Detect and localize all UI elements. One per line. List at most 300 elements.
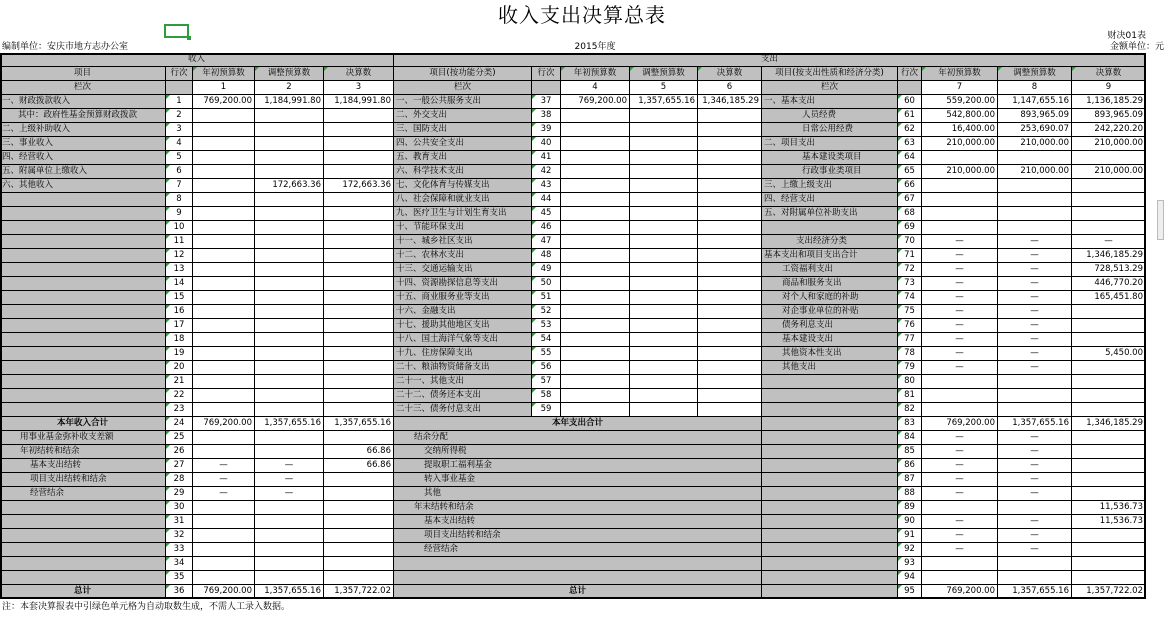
income-initial-cell[interactable] [193, 207, 255, 221]
func-initial-cell[interactable] [561, 319, 630, 333]
econ-rowno-cell[interactable]: 66 [898, 179, 922, 193]
func-item-cell[interactable]: 十八、国土海洋气象等支出 [394, 333, 532, 347]
income-rowno-cell[interactable]: 23 [166, 403, 193, 417]
income-final-cell[interactable] [324, 487, 394, 501]
income-final-cell[interactable]: 1,184,991.80 [324, 95, 394, 109]
income-initial-cell[interactable] [193, 347, 255, 361]
income-final-cell[interactable] [324, 221, 394, 235]
func-final-cell[interactable] [698, 193, 762, 207]
econ-adjusted-cell[interactable] [998, 375, 1072, 389]
income-final-cell[interactable] [324, 137, 394, 151]
econ-final-cell[interactable] [1072, 305, 1146, 319]
income-adjusted-cell[interactable] [255, 277, 324, 291]
income-rowno-cell[interactable]: 30 [166, 501, 193, 515]
econ-initial-cell[interactable]: 16,400.00 [922, 123, 998, 137]
func-item-cell[interactable]: 二十、粮油物资储备支出 [394, 361, 532, 375]
econ-final-cell[interactable] [1072, 571, 1146, 585]
income-final-cell[interactable] [324, 165, 394, 179]
income-final-cell[interactable] [324, 207, 394, 221]
econ-initial-cell[interactable]: — [922, 235, 998, 249]
func-rowno-cell[interactable]: 38 [532, 109, 561, 123]
econ-item-cell[interactable]: 基本建设类项目 [762, 151, 898, 165]
func-final-cell[interactable] [698, 165, 762, 179]
econ-adjusted-cell[interactable]: — [998, 459, 1072, 473]
income-rowno-cell[interactable]: 29 [166, 487, 193, 501]
income-adjusted-cell[interactable]: — [255, 459, 324, 473]
income-initial-cell[interactable]: — [193, 473, 255, 487]
func-final-cell[interactable] [698, 179, 762, 193]
econ-final-cell[interactable]: 5,450.00 [1072, 347, 1146, 361]
income-initial-cell[interactable]: — [193, 459, 255, 473]
econ-item-cell[interactable]: 工资福利支出 [762, 263, 898, 277]
func-adjusted-cell[interactable] [630, 389, 698, 403]
func-rowno-cell[interactable]: 37 [532, 95, 561, 109]
econ-rowno-cell[interactable]: 61 [898, 109, 922, 123]
econ-final-cell[interactable]: 210,000.00 [1072, 165, 1146, 179]
income-item-cell[interactable]: 六、其他收入 [0, 179, 166, 193]
func-rowno-cell[interactable]: 42 [532, 165, 561, 179]
func-initial-cell[interactable] [561, 123, 630, 137]
econ-item-cell[interactable]: 二、项目支出 [762, 137, 898, 151]
income-adjusted-cell[interactable] [255, 249, 324, 263]
income-item-cell[interactable] [0, 207, 166, 221]
income-final-cell[interactable] [324, 515, 394, 529]
econ-rowno-cell[interactable]: 94 [898, 571, 922, 585]
func-adjusted-cell[interactable] [630, 193, 698, 207]
econ-initial-cell[interactable] [922, 375, 998, 389]
econ-rowno-cell[interactable]: 80 [898, 375, 922, 389]
income-rowno-cell[interactable]: 12 [166, 249, 193, 263]
income-item-cell[interactable]: 用事业基金弥补收支差额 [0, 431, 166, 445]
func-rowno-cell[interactable]: 55 [532, 347, 561, 361]
income-final-cell[interactable] [324, 543, 394, 557]
income-item-cell[interactable]: 五、附属单位上缴收入 [0, 165, 166, 179]
func-rowno-cell[interactable]: 51 [532, 291, 561, 305]
func-adjusted-cell[interactable] [630, 109, 698, 123]
income-rowno-cell[interactable]: 34 [166, 557, 193, 571]
income-item-cell[interactable] [0, 529, 166, 543]
func-rowno-cell[interactable]: 58 [532, 389, 561, 403]
income-final-cell[interactable] [324, 151, 394, 165]
func-final-cell[interactable] [698, 375, 762, 389]
econ-initial-cell[interactable]: — [922, 291, 998, 305]
econ-initial-cell[interactable]: 542,800.00 [922, 109, 998, 123]
econ-initial-cell[interactable]: 769,200.00 [922, 585, 998, 599]
income-item-cell[interactable] [0, 375, 166, 389]
income-final-cell[interactable]: 1,357,655.16 [324, 417, 394, 431]
func-rowno-cell[interactable]: 50 [532, 277, 561, 291]
econ-final-cell[interactable] [1072, 319, 1146, 333]
econ-final-cell[interactable]: 1,357,722.02 [1072, 585, 1146, 599]
income-item-cell[interactable]: 经营结余 [0, 487, 166, 501]
income-final-cell[interactable] [324, 263, 394, 277]
econ-item-cell[interactable] [762, 417, 898, 431]
income-final-cell[interactable] [324, 109, 394, 123]
income-adjusted-cell[interactable] [255, 305, 324, 319]
income-adjusted-cell[interactable] [255, 445, 324, 459]
income-final-cell[interactable] [324, 305, 394, 319]
econ-final-cell[interactable]: 210,000.00 [1072, 137, 1146, 151]
income-initial-cell[interactable] [193, 361, 255, 375]
econ-rowno-cell[interactable]: 77 [898, 333, 922, 347]
econ-adjusted-cell[interactable]: — [998, 235, 1072, 249]
econ-final-cell[interactable] [1072, 207, 1146, 221]
income-item-cell[interactable] [0, 319, 166, 333]
income-final-cell[interactable] [324, 193, 394, 207]
func-final-cell[interactable] [698, 109, 762, 123]
econ-initial-cell[interactable]: — [922, 347, 998, 361]
income-rowno-cell[interactable]: 8 [166, 193, 193, 207]
income-rowno-cell[interactable]: 13 [166, 263, 193, 277]
income-adjusted-cell[interactable] [255, 207, 324, 221]
func-rowno-cell[interactable]: 53 [532, 319, 561, 333]
func-initial-cell[interactable] [561, 207, 630, 221]
econ-adjusted-cell[interactable] [998, 193, 1072, 207]
income-initial-cell[interactable] [193, 571, 255, 585]
func-initial-cell[interactable] [561, 263, 630, 277]
income-initial-cell[interactable] [193, 529, 255, 543]
econ-final-cell[interactable]: 893,965.09 [1072, 109, 1146, 123]
income-adjusted-cell[interactable] [255, 557, 324, 571]
income-item-cell[interactable] [0, 305, 166, 319]
income-rowno-cell[interactable]: 26 [166, 445, 193, 459]
income-rowno-cell[interactable]: 14 [166, 277, 193, 291]
income-adjusted-cell[interactable] [255, 263, 324, 277]
econ-final-cell[interactable] [1072, 403, 1146, 417]
econ-rowno-cell[interactable]: 87 [898, 473, 922, 487]
func-adjusted-cell[interactable] [630, 291, 698, 305]
income-adjusted-cell[interactable] [255, 361, 324, 375]
func-adjusted-cell[interactable] [630, 235, 698, 249]
func-adjusted-cell[interactable] [630, 207, 698, 221]
econ-rowno-cell[interactable]: 84 [898, 431, 922, 445]
income-adjusted-cell[interactable] [255, 165, 324, 179]
econ-rowno-cell[interactable]: 91 [898, 529, 922, 543]
func-item-cell[interactable]: 十五、商业服务业等支出 [394, 291, 532, 305]
econ-initial-cell[interactable] [922, 179, 998, 193]
income-adjusted-cell[interactable] [255, 515, 324, 529]
income-rowno-cell[interactable]: 24 [166, 417, 193, 431]
income-adjusted-cell[interactable] [255, 137, 324, 151]
econ-item-cell[interactable]: 其他资本性支出 [762, 347, 898, 361]
income-initial-cell[interactable] [193, 557, 255, 571]
econ-adjusted-cell[interactable]: — [998, 473, 1072, 487]
func-rowno-cell[interactable]: 40 [532, 137, 561, 151]
income-initial-cell[interactable] [193, 109, 255, 123]
income-rowno-cell[interactable]: 33 [166, 543, 193, 557]
income-adjusted-cell[interactable] [255, 123, 324, 137]
econ-adjusted-cell[interactable]: — [998, 361, 1072, 375]
econ-item-cell[interactable] [762, 459, 898, 473]
econ-final-cell[interactable] [1072, 193, 1146, 207]
econ-initial-cell[interactable]: — [922, 431, 998, 445]
econ-item-cell[interactable] [762, 389, 898, 403]
econ-initial-cell[interactable]: — [922, 305, 998, 319]
func-adjusted-cell[interactable] [630, 165, 698, 179]
income-rowno-cell[interactable]: 20 [166, 361, 193, 375]
func-rowno-cell[interactable]: 46 [532, 221, 561, 235]
income-rowno-cell[interactable]: 7 [166, 179, 193, 193]
econ-rowno-cell[interactable]: 62 [898, 123, 922, 137]
econ-final-cell[interactable] [1072, 431, 1146, 445]
func-adjusted-cell[interactable] [630, 403, 698, 417]
econ-final-cell[interactable]: 242,220.20 [1072, 123, 1146, 137]
func-item-cell[interactable]: 一、一般公共服务支出 [394, 95, 532, 109]
econ-final-cell[interactable]: 165,451.80 [1072, 291, 1146, 305]
income-item-cell[interactable] [0, 361, 166, 375]
econ-adjusted-cell[interactable] [998, 151, 1072, 165]
income-initial-cell[interactable] [193, 515, 255, 529]
func-final-cell[interactable] [698, 249, 762, 263]
income-initial-cell[interactable] [193, 235, 255, 249]
income-rowno-cell[interactable]: 15 [166, 291, 193, 305]
func-initial-cell[interactable] [561, 221, 630, 235]
income-rowno-cell[interactable]: 18 [166, 333, 193, 347]
econ-final-cell[interactable] [1072, 151, 1146, 165]
econ-final-cell[interactable] [1072, 375, 1146, 389]
econ-rowno-cell[interactable]: 81 [898, 389, 922, 403]
func-item-cell[interactable]: 十二、农林水支出 [394, 249, 532, 263]
econ-final-cell[interactable] [1072, 221, 1146, 235]
econ-final-cell[interactable] [1072, 445, 1146, 459]
econ-adjusted-cell[interactable]: 253,690.07 [998, 123, 1072, 137]
income-initial-cell[interactable] [193, 333, 255, 347]
econ-initial-cell[interactable]: 769,200.00 [922, 417, 998, 431]
econ-item-cell[interactable]: 行政事业类项目 [762, 165, 898, 179]
income-adjusted-cell[interactable]: 1,357,655.16 [255, 417, 324, 431]
func-initial-cell[interactable] [561, 305, 630, 319]
income-initial-cell[interactable] [193, 305, 255, 319]
income-rowno-cell[interactable]: 16 [166, 305, 193, 319]
func-item-cell[interactable]: 十四、资源勘探信息等支出 [394, 277, 532, 291]
income-initial-cell[interactable] [193, 431, 255, 445]
econ-item-cell[interactable] [762, 543, 898, 557]
func-final-cell[interactable] [698, 235, 762, 249]
econ-item-cell[interactable]: 日常公用经费 [762, 123, 898, 137]
func-rowno-cell[interactable]: 52 [532, 305, 561, 319]
func-item-cell[interactable]: 二十三、债务付息支出 [394, 403, 532, 417]
income-rowno-cell[interactable]: 22 [166, 389, 193, 403]
income-final-cell[interactable] [324, 389, 394, 403]
income-final-cell[interactable] [324, 235, 394, 249]
econ-initial-cell[interactable]: — [922, 263, 998, 277]
econ-adjusted-cell[interactable]: — [998, 249, 1072, 263]
income-initial-cell[interactable]: 769,200.00 [193, 417, 255, 431]
econ-rowno-cell[interactable]: 82 [898, 403, 922, 417]
func-rowno-cell[interactable]: 41 [532, 151, 561, 165]
econ-adjusted-cell[interactable]: — [998, 487, 1072, 501]
econ-rowno-cell[interactable]: 90 [898, 515, 922, 529]
income-rowno-cell[interactable]: 1 [166, 95, 193, 109]
func-final-cell[interactable] [698, 361, 762, 375]
econ-adjusted-cell[interactable]: — [998, 445, 1072, 459]
econ-final-cell[interactable]: 728,513.29 [1072, 263, 1146, 277]
econ-item-cell[interactable] [762, 557, 898, 571]
income-initial-cell[interactable] [193, 123, 255, 137]
income-adjusted-cell[interactable] [255, 151, 324, 165]
income-adjusted-cell[interactable] [255, 347, 324, 361]
income-final-cell[interactable] [324, 361, 394, 375]
func-rowno-cell[interactable]: 43 [532, 179, 561, 193]
econ-rowno-cell[interactable]: 64 [898, 151, 922, 165]
econ-adjusted-cell[interactable] [998, 221, 1072, 235]
econ-item-cell[interactable]: 五、对附属单位补助支出 [762, 207, 898, 221]
income-adjusted-cell[interactable] [255, 571, 324, 585]
income-rowno-cell[interactable]: 9 [166, 207, 193, 221]
func-initial-cell[interactable] [561, 137, 630, 151]
income-item-cell[interactable] [0, 347, 166, 361]
income-item-cell[interactable]: 年初结转和结余 [0, 445, 166, 459]
econ-item-cell[interactable]: 商品和服务支出 [762, 277, 898, 291]
econ-initial-cell[interactable]: — [922, 333, 998, 347]
income-adjusted-cell[interactable] [255, 529, 324, 543]
income-initial-cell[interactable] [193, 319, 255, 333]
func-item-cell[interactable]: 六、科学技术支出 [394, 165, 532, 179]
income-adjusted-cell[interactable] [255, 543, 324, 557]
income-item-cell[interactable] [0, 193, 166, 207]
income-rowno-cell[interactable]: 19 [166, 347, 193, 361]
econ-initial-cell[interactable]: — [922, 515, 998, 529]
func-initial-cell[interactable] [561, 179, 630, 193]
func-initial-cell[interactable] [561, 333, 630, 347]
func-adjusted-cell[interactable] [630, 263, 698, 277]
scrollbar-thumb[interactable] [1157, 200, 1164, 240]
func-final-cell[interactable] [698, 389, 762, 403]
income-adjusted-cell[interactable] [255, 235, 324, 249]
econ-final-cell[interactable] [1072, 543, 1146, 557]
func-initial-cell[interactable]: 769,200.00 [561, 95, 630, 109]
econ-adjusted-cell[interactable]: — [998, 431, 1072, 445]
func-final-cell[interactable] [698, 333, 762, 347]
econ-initial-cell[interactable]: — [922, 543, 998, 557]
income-rowno-cell[interactable]: 11 [166, 235, 193, 249]
income-rowno-cell[interactable]: 36 [166, 585, 193, 599]
econ-item-cell[interactable]: 基本建设支出 [762, 333, 898, 347]
econ-final-cell[interactable]: 11,536.73 [1072, 515, 1146, 529]
income-final-cell[interactable]: 1,357,722.02 [324, 585, 394, 599]
econ-adjusted-cell[interactable]: 210,000.00 [998, 165, 1072, 179]
income-rowno-cell[interactable]: 2 [166, 109, 193, 123]
income-final-cell[interactable] [324, 571, 394, 585]
func-item-cell[interactable]: 十一、城乡社区支出 [394, 235, 532, 249]
income-initial-cell[interactable]: 769,200.00 [193, 585, 255, 599]
income-final-cell[interactable] [324, 501, 394, 515]
econ-item-cell[interactable] [762, 431, 898, 445]
func-initial-cell[interactable] [561, 291, 630, 305]
func-item-cell[interactable]: 七、文化体育与传媒支出 [394, 179, 532, 193]
econ-initial-cell[interactable]: 559,200.00 [922, 95, 998, 109]
econ-adjusted-cell[interactable]: — [998, 529, 1072, 543]
income-adjusted-cell[interactable] [255, 109, 324, 123]
income-item-cell[interactable] [0, 249, 166, 263]
income-item-cell[interactable] [0, 235, 166, 249]
income-initial-cell[interactable] [193, 291, 255, 305]
econ-adjusted-cell[interactable]: — [998, 305, 1072, 319]
econ-item-cell[interactable] [762, 487, 898, 501]
econ-final-cell[interactable]: 1,136,185.29 [1072, 95, 1146, 109]
func-initial-cell[interactable] [561, 249, 630, 263]
econ-initial-cell[interactable]: — [922, 529, 998, 543]
func-adjusted-cell[interactable] [630, 361, 698, 375]
econ-adjusted-cell[interactable] [998, 501, 1072, 515]
income-final-cell[interactable] [324, 431, 394, 445]
func-adjusted-cell[interactable] [630, 123, 698, 137]
econ-initial-cell[interactable] [922, 389, 998, 403]
econ-rowno-cell[interactable]: 76 [898, 319, 922, 333]
econ-adjusted-cell[interactable]: — [998, 263, 1072, 277]
func-adjusted-cell[interactable] [630, 305, 698, 319]
income-initial-cell[interactable] [193, 179, 255, 193]
econ-adjusted-cell[interactable] [998, 571, 1072, 585]
econ-item-cell[interactable] [762, 515, 898, 529]
income-rowno-cell[interactable]: 10 [166, 221, 193, 235]
func-adjusted-cell[interactable] [630, 375, 698, 389]
func-initial-cell[interactable] [561, 277, 630, 291]
econ-rowno-cell[interactable]: 78 [898, 347, 922, 361]
econ-adjusted-cell[interactable] [998, 557, 1072, 571]
func-item-cell[interactable]: 十七、援助其他地区支出 [394, 319, 532, 333]
income-adjusted-cell[interactable] [255, 319, 324, 333]
econ-rowno-cell[interactable]: 92 [898, 543, 922, 557]
econ-initial-cell[interactable]: 210,000.00 [922, 165, 998, 179]
econ-initial-cell[interactable] [922, 557, 998, 571]
econ-rowno-cell[interactable]: 70 [898, 235, 922, 249]
econ-final-cell[interactable] [1072, 179, 1146, 193]
econ-item-cell[interactable]: 其他支出 [762, 361, 898, 375]
income-adjusted-cell[interactable]: 172,663.36 [255, 179, 324, 193]
econ-initial-cell[interactable]: — [922, 361, 998, 375]
income-initial-cell[interactable] [193, 403, 255, 417]
func-rowno-cell[interactable]: 47 [532, 235, 561, 249]
func-item-cell[interactable]: 二、外交支出 [394, 109, 532, 123]
income-initial-cell[interactable] [193, 193, 255, 207]
econ-adjusted-cell[interactable]: — [998, 277, 1072, 291]
func-rowno-cell[interactable]: 59 [532, 403, 561, 417]
income-rowno-cell[interactable]: 32 [166, 529, 193, 543]
econ-final-cell[interactable] [1072, 459, 1146, 473]
income-adjusted-cell[interactable]: — [255, 487, 324, 501]
econ-initial-cell[interactable]: — [922, 473, 998, 487]
econ-item-cell[interactable] [762, 403, 898, 417]
income-rowno-cell[interactable]: 25 [166, 431, 193, 445]
income-rowno-cell[interactable]: 28 [166, 473, 193, 487]
income-final-cell[interactable]: 66.86 [324, 459, 394, 473]
econ-item-cell[interactable]: 一、基本支出 [762, 95, 898, 109]
econ-item-cell[interactable]: 对企事业单位的补贴 [762, 305, 898, 319]
func-item-cell[interactable]: 三、国防支出 [394, 123, 532, 137]
income-adjusted-cell[interactable]: 1,184,991.80 [255, 95, 324, 109]
income-item-cell[interactable] [0, 291, 166, 305]
econ-initial-cell[interactable]: — [922, 319, 998, 333]
func-adjusted-cell[interactable] [630, 347, 698, 361]
func-final-cell[interactable] [698, 137, 762, 151]
income-final-cell[interactable] [324, 473, 394, 487]
econ-final-cell[interactable]: 1,346,185.29 [1072, 417, 1146, 431]
income-initial-cell[interactable] [193, 165, 255, 179]
func-final-cell[interactable] [698, 123, 762, 137]
econ-initial-cell[interactable] [922, 501, 998, 515]
func-initial-cell[interactable] [561, 235, 630, 249]
income-final-cell[interactable] [324, 291, 394, 305]
func-rowno-cell[interactable]: 44 [532, 193, 561, 207]
income-item-cell[interactable]: 总计 [0, 585, 166, 599]
econ-final-cell[interactable] [1072, 361, 1146, 375]
func-final-cell[interactable] [698, 263, 762, 277]
econ-rowno-cell[interactable]: 86 [898, 459, 922, 473]
econ-final-cell[interactable] [1072, 487, 1146, 501]
econ-rowno-cell[interactable]: 74 [898, 291, 922, 305]
econ-adjusted-cell[interactable] [998, 403, 1072, 417]
